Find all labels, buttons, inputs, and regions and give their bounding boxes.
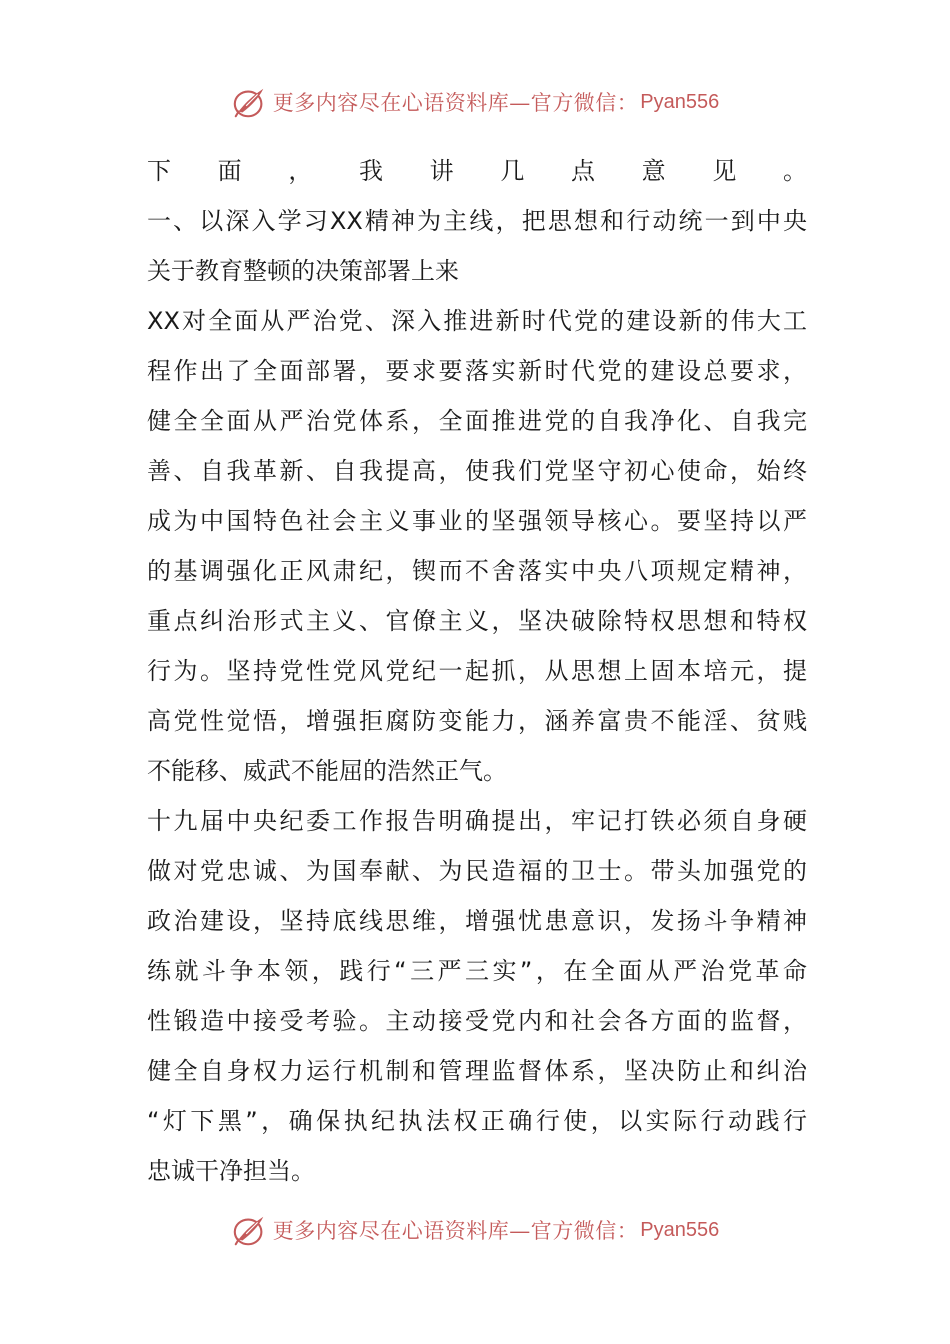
text-line: 行为。坚持党性党风党纪一起抓，从思想上固本培元，提: [147, 657, 807, 685]
text-line: 健全自身权力运行机制和管理监督体系，坚决防止和纠治: [147, 1057, 807, 1085]
section-heading-line: 关于教育整顿的决策部署上来: [147, 257, 459, 285]
text-line: “灯下黑”，确保执纪执法权正确行使，以实际行动践行: [147, 1107, 807, 1135]
text-line: 忠诚干净担当。: [147, 1157, 315, 1185]
text-line: 不能移、威武不能屈的浩然正气。: [147, 757, 507, 785]
header-banner-handle: Pyan556: [640, 90, 720, 113]
header-banner: [0, 82, 950, 122]
text-line: 性锻造中接受考验。主动接受党内和社会各方面的监督，: [147, 1007, 807, 1035]
text-line: 程作出了全面部署，要求要落实新时代党的建设总要求，: [147, 357, 807, 385]
footer-banner-handle: Pyan556: [640, 1218, 720, 1241]
footer-banner: [0, 1210, 950, 1250]
text-line: 成为中国特色社会主义事业的坚强领导核心。要坚持以严: [147, 507, 807, 535]
text-line: XX对全面从严治党、深入推进新时代党的建设新的伟大工: [147, 307, 807, 335]
text-line: 练就斗争本领，践行“三严三实”，在全面从严治党革命: [147, 957, 807, 985]
text-line: 重点纠治形式主义、官僚主义，坚决破除特权思想和特权: [147, 607, 807, 635]
text-line: 善、自我革新、自我提高，使我们党坚守初心使命，始终: [147, 457, 807, 485]
text-line: 政治建设，坚持底线思维，增强忧患意识，发扬斗争精神: [147, 907, 807, 935]
text-line: 高党性觉悟，增强拒腐防变能力，涵养富贵不能淫、贫贱: [147, 707, 807, 735]
quill-pen-logo-icon: [231, 1211, 269, 1249]
text-line: 健全全面从严治党体系，全面推进党的自我净化、自我完: [147, 407, 807, 435]
section-heading-line: 一、以深入学习XX精神为主线，把思想和行动统一到中央: [147, 207, 807, 235]
text-line: 的基调强化正风肃纪，锲而不舍落实中央八项规定精神，: [147, 557, 807, 585]
document-body: [147, 146, 807, 1196]
quill-pen-logo-icon: [231, 83, 269, 121]
text-line: 十九届中央纪委工作报告明确提出，牢记打铁必须自身硬: [147, 807, 807, 835]
header-banner-text: 更多内容尽在心语资料库—官方微信：: [272, 91, 639, 115]
text-line: 下面，我讲几点意见。: [147, 157, 807, 185]
text-line: 做对党忠诚、为国奉献、为民造福的卫士。带头加强党的: [147, 857, 807, 885]
footer-banner-text: 更多内容尽在心语资料库—官方微信：: [272, 1219, 639, 1243]
